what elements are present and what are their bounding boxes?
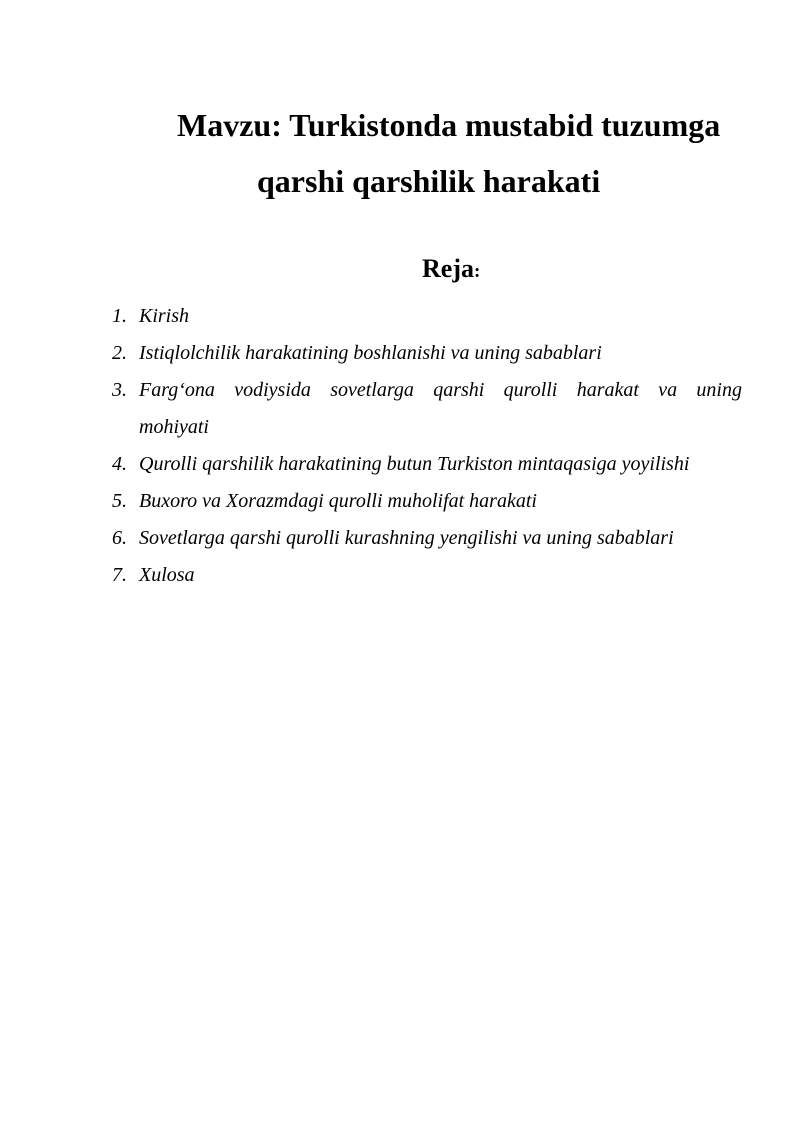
plan-heading-text: Reja (422, 254, 474, 283)
plan-item-word: Farg‘ona (139, 379, 215, 401)
plan-item-text: Buxoro va Xorazmdagi qurolli muholifat harakati (139, 490, 537, 512)
plan-item (112, 298, 742, 335)
plan-item (112, 372, 742, 446)
plan-list (112, 298, 742, 594)
plan-item-text: Qurolli qarshilik harakatining butun Turkiston mintaqasiga yoyilishi (139, 453, 690, 475)
plan-item-word: uning (696, 379, 742, 401)
plan-item-number: 5. (112, 490, 127, 512)
plan-item-text-line-1 (139, 372, 742, 409)
plan-item-word: vodiysida (234, 379, 311, 401)
plan-item-text: Sovetlarga qarshi qurolli kurashning yengilishi va uning sabablari (139, 527, 674, 549)
plan-item (112, 483, 742, 520)
plan-item (112, 446, 742, 483)
plan-item-text: Kirish (139, 305, 190, 327)
plan-item-word: va (658, 379, 678, 401)
plan-item (112, 335, 742, 372)
plan-item-word: qarshi (433, 379, 485, 401)
plan-item-word: qurolli (503, 379, 558, 401)
plan-item-number: 3. (112, 379, 127, 401)
plan-heading (422, 254, 480, 287)
plan-item-number: 7. (112, 564, 127, 586)
plan-item-word: sovetlarga (330, 379, 414, 401)
document-title-line-1: Mavzu: Turkistonda mustabid tuzumga (177, 107, 721, 143)
plan-item-text (139, 372, 742, 446)
plan-item-text-line-2: mohiyati (139, 416, 209, 438)
plan-item (112, 520, 742, 557)
document-title-line-2: qarshi qarshilik harakati (257, 163, 601, 199)
plan-item-word: harakat (576, 379, 639, 401)
plan-item-number: 6. (112, 527, 127, 549)
plan-item-number: 1. (112, 305, 127, 327)
plan-item-number: 2. (112, 342, 127, 364)
plan-item-text: Istiqlolchilik harakatining boshlanishi va uning sabablari (139, 342, 602, 364)
plan-item-number: 4. (112, 453, 127, 475)
plan-item-text: Xulosa (139, 564, 195, 586)
plan-heading-colon: : (473, 261, 481, 282)
plan-item (112, 557, 742, 594)
